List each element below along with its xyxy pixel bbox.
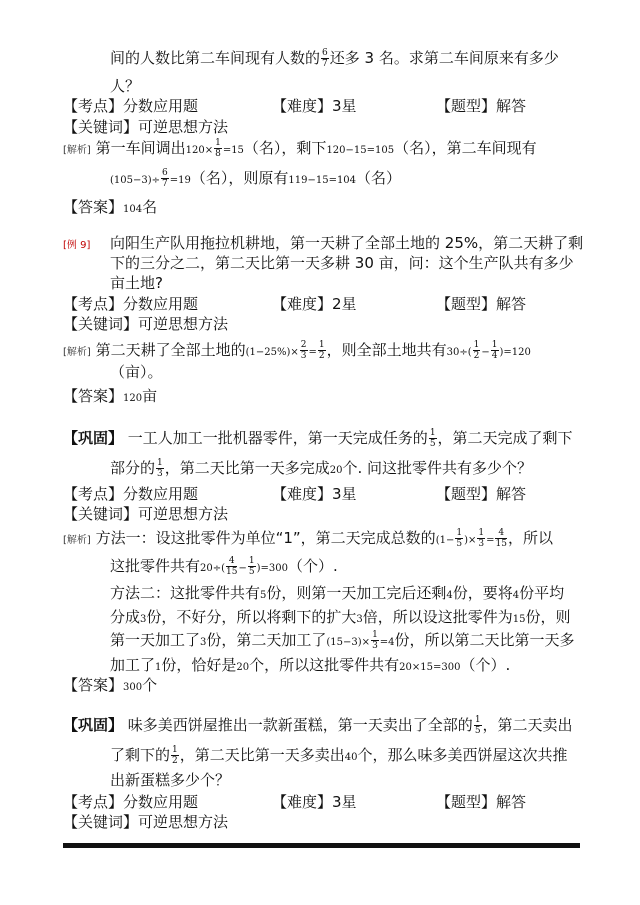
jiexi-line: [解析] 第一车间调出120× $\frac{1}{8}$ =15（名），剩下120−15=105（名），第二车间现有 [63,138,537,159]
jiexi-line: (105−3)÷ $\frac{6}{7}$ =19（名），则原有119−15=104（名） [110,168,402,189]
answer-line: 【答案】120亩 [63,387,158,405]
tixing-label: 【题型】解答 [436,97,527,115]
kaodian-label: 【考点】分数应用题 [63,793,199,811]
jiexi-line: 加工了1份，恰好是20个，所以这批零件共有20×15=300（个）. [110,656,511,674]
problem-text-line: 下的三分之二，第二天比第一天多耕 30 亩，问：这个生产队共有多少 [110,254,574,272]
keyword-label: 【关键词】可逆思想方法 [63,315,229,333]
problem-text-line: 了剩下的 $\frac{1}{2}$ ，第二天比第一天多卖出40个，那么味多美西饼屋这次共推 [110,745,568,766]
keyword-label: 【关键词】可逆思想方法 [63,118,229,136]
kaodian-label: 【考点】分数应用题 [63,295,199,313]
jiexi-line: 方法二：这批零件共有5份，则第一天加工完后还剩4份，要将4份平均 [110,584,565,602]
tixing-label: 【题型】解答 [436,793,527,811]
gonggu-tag: 【巩固】 [63,429,124,447]
jiexi-line: [解析] 第二天耕了全部土地的(1−25%)× $\frac{2}{3}$ = $\frac{1}{2}$ ，则全部土地共有30÷( $\frac{1}{2}$ − $\frac{1}{4}$ )=120 [63,340,531,361]
jiexi-line: （亩）。 [110,363,163,381]
kaodian-label: 【考点】分数应用题 [63,485,199,503]
gonggu-line: 【巩固】 一工人加工一批机器零件，第一天完成任务的 $\frac{1}{5}$ ，第二天完成了剩下 [63,428,573,449]
nandu-label: 【难度】3星 [272,485,357,503]
gonggu-line: 【巩固】 味多美西饼屋推出一款新蛋糕，第一天卖出了全部的 $\frac{1}{5}$ ，第二天卖出 [63,715,573,736]
problem-text-line: 人？ [110,77,141,95]
nandu-label: 【难度】3星 [272,793,357,811]
problem-text-line [110,48,559,69]
text: 还多 3 名。求第二车间原来有多少 [329,49,559,67]
jiexi-line: [解析] 方法一：设这批零件为单位“1”，第二天完成总数的(1− $\frac{1}{5}$ )× $\frac{1}{3}$ = $\frac{4}{15}$ ，所以 [63,528,553,549]
example-line: [例 9] 向阳生产队用拖拉机耕地，第一天耕了全部土地的 25%，第二天耕了剩 [63,234,584,252]
jiexi-tag: [解析] [63,535,91,546]
jiexi-line: 第一天加工了3份，第二天加工了(15−3)× $\frac{1}{3}$ =4份，所以第二天比第一天多 [110,630,575,651]
keyword-label: 【关键词】可逆思想方法 [63,813,229,831]
problem-text-line: 亩土地? [110,274,163,292]
text: 间的人数比第二车间现有人数的 [110,49,321,67]
kaodian-label: 【考点】分数应用题 [63,97,199,115]
answer-line: 【答案】104名 [63,198,158,216]
jiexi-tag: [解析] [63,347,91,358]
tixing-label: 【题型】解答 [436,485,527,503]
example-number-tag: [例 9] [63,240,91,251]
fraction: $\frac{6}{7}$ [322,48,328,69]
jiexi-line: 这批零件共有20÷( $\frac{4}{15}$ − $\frac{1}{5}$ )=300（个）. [110,556,338,577]
gonggu-tag: 【巩固】 [63,716,124,734]
page-bottom-rule [63,843,580,848]
problem-text-line: 出新蛋糕多少个？ [110,771,231,789]
tixing-label: 【题型】解答 [436,295,527,313]
nandu-label: 【难度】3星 [272,97,357,115]
nandu-label: 【难度】2星 [272,295,357,313]
jiexi-tag: [解析] [63,145,91,156]
jiexi-line: 分成3份，不好分，所以将剩下的扩大3倍，所以设这批零件为15份，则 [110,608,571,626]
problem-text-line: 部分的 $\frac{1}{3}$ ，第二天比第一天多完成20个. 问这批零件共有多少个？ [110,458,533,479]
keyword-label: 【关键词】可逆思想方法 [63,505,229,523]
answer-line: 【答案】300个 [63,676,158,694]
